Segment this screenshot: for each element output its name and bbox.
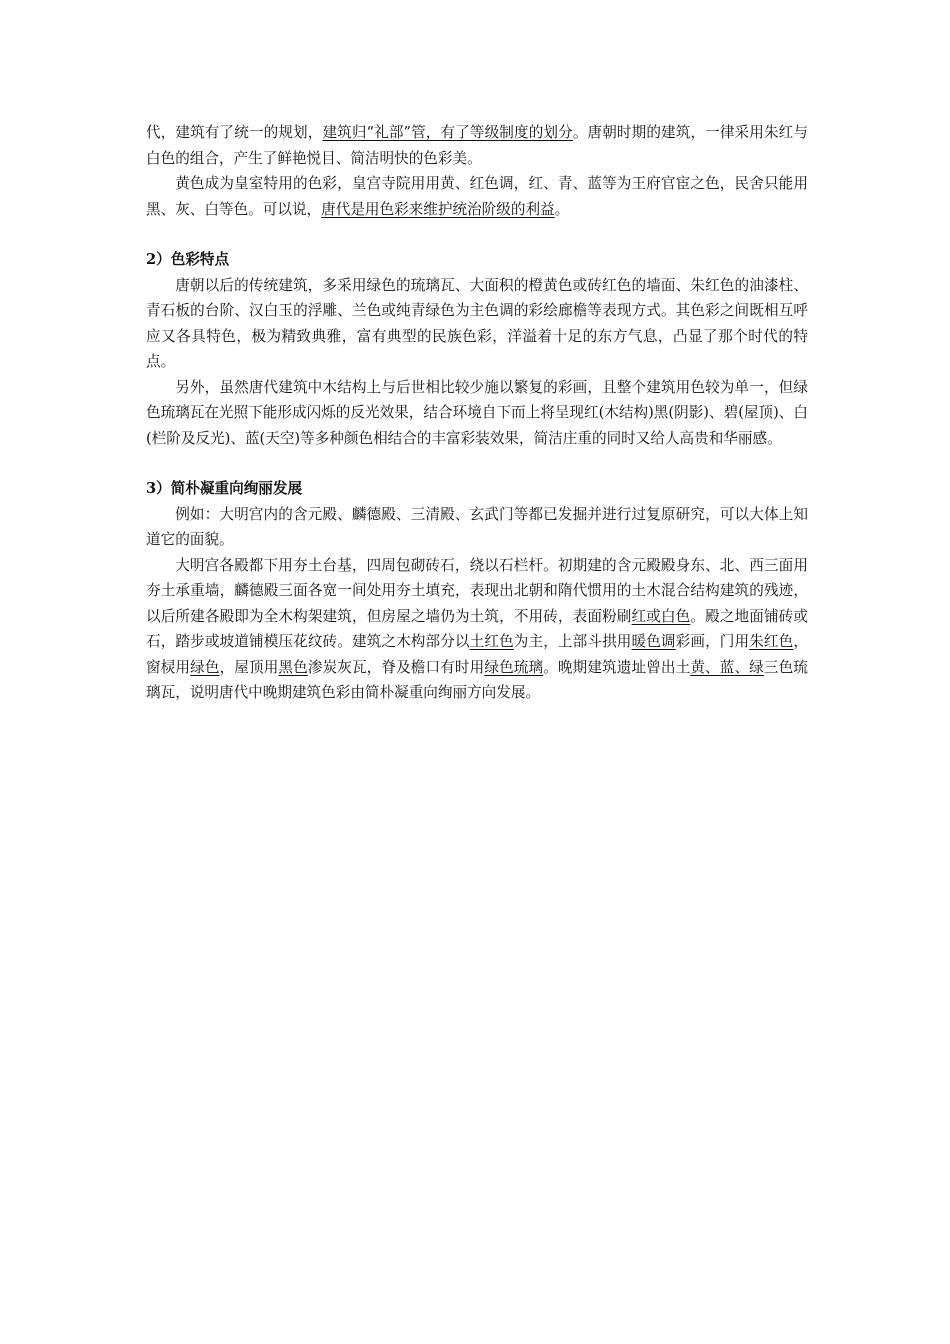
underlined-text: 土红色 <box>469 633 514 650</box>
paragraph-traditional-colors: 唐朝以后的传统建筑，多采用绿色的琉璃瓦、大面积的橙黄色或砖红色的墙面、朱红色的油漆柱、青石板的台阶、汉白玉的浮雕、兰色或纯青绿色为主色调的彩绘廊檐等表现方式。其色彩之间既相互呼应又各具特色，极为精致典雅，富有典型的民族色彩，洋溢着十足的东方气息，凸显了那个时代的特点。 <box>146 276 808 370</box>
text-run: 。 <box>554 200 570 218</box>
text-run: 三色琉璃瓦，说明唐代中晚期建筑色彩由简朴凝重向绚丽方向发展。 <box>146 658 808 701</box>
spacer <box>146 222 808 247</box>
text-run: 渗炭灰瓦，脊及檐口有时用 <box>307 658 485 676</box>
text-run: 。殿之地面铺砖或石，踏步或坡道铺模压花纹砖。建筑之木构部分以 <box>146 607 808 650</box>
paragraph-yellow-imperial <box>146 171 808 222</box>
underlined-text: 唐代是用色彩来维护统治阶级的利益 <box>321 200 555 218</box>
text-run: 代，建筑有了统一的规划， <box>146 124 323 141</box>
text-run: 为主，上部斗拱用 <box>513 633 632 650</box>
text-run: 黄色成为皇室特用的色彩，皇宫寺院用用黄、红色调，红、青、蓝等为王府官宦之色，民舍只能用黑、灰、白等色。可以说， <box>146 175 808 218</box>
document-page <box>146 120 808 706</box>
underlined-text: 红或白色 <box>631 607 691 625</box>
underlined-text: 绿色琉璃 <box>484 658 544 676</box>
text-run: 彩画，门用 <box>675 633 750 650</box>
underlined-text: 黑色 <box>278 658 308 676</box>
underlined-text: 暖色调 <box>631 633 676 650</box>
text-run: ，窗棂用 <box>146 633 808 676</box>
underlined-text: 建筑归“礼部”管，有了等级制度的划分 <box>322 124 573 141</box>
paragraph-glazed-tiles: 另外，虽然唐代建筑中木结构上与后世相比较少施以繁复的彩画，且整个建筑用色较为单一，但绿色琉璃瓦在光照下能形成闪烁的反光效果，结合环境自下而上将呈现红(木结构)黑(阴影)、碧(屋顶)、白(栏阶及反光)、蓝(天空)等多种颜色相结合的丰富彩装效果，简洁庄重的同时又给人高贵和华丽感。 <box>146 378 808 447</box>
paragraph-daming-palace: 例如：大明宫内的含元殿、麟德殿、三清殿、玄武门等都已发掘并进行过复原研究，可以大体上知道它的面貌。 <box>146 505 808 548</box>
text-run: ，屋顶用 <box>219 658 279 676</box>
section-heading-development: 3）简朴凝重向绚丽发展 <box>146 480 303 497</box>
text-run: 。晚期建筑遗址曾出土 <box>543 658 691 676</box>
underlined-text: 朱红色 <box>749 633 794 650</box>
text-run: 。唐朝时期的建筑，一律采用朱红与白色的组合，产生了鲜艳悦目、简洁明快的色彩美。 <box>146 124 808 167</box>
text-run: 大明宫各殿都下用夯土台基，四周包砌砖石，绕以石栏杆。初期建的含元殿殿身东、北、西三面用夯土承重墙，麟德殿三面各宽一间处用夯土填充，表现出北朝和隋代惯用的土木混合结构建筑的残迹，以后所建各殿即为全木构架建筑，但房屋之墙仍为土筑，不用砖，表面粉刷 <box>146 556 808 625</box>
underlined-text: 黄、蓝、绿 <box>690 658 764 676</box>
underlined-text: 绿色 <box>190 658 220 676</box>
paragraph-tang-planning <box>146 120 808 171</box>
spacer <box>146 451 808 476</box>
section-heading-color-features: 2）色彩特点 <box>146 251 230 268</box>
paragraph-palace-construction <box>146 553 808 706</box>
